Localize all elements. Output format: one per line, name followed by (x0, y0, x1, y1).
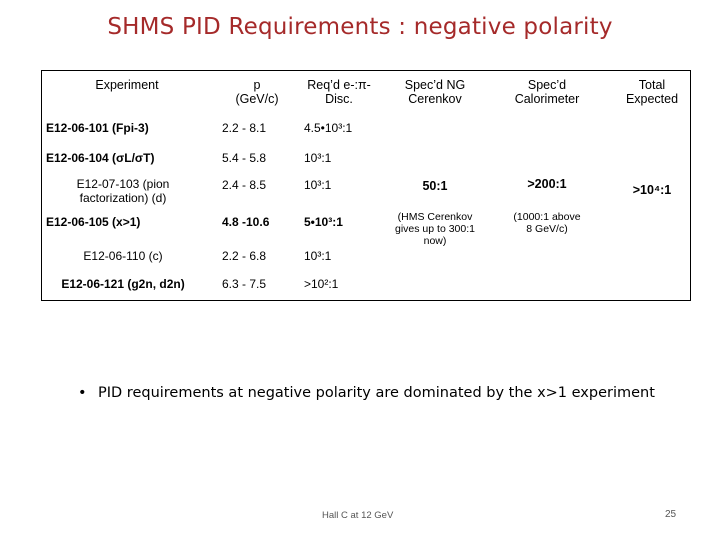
table-row-req: 10³:1 (304, 151, 332, 165)
table-row-p: 2.4 - 8.5 (222, 178, 267, 192)
bullet-icon: • (78, 385, 87, 401)
header-req (294, 78, 384, 106)
experiment-line1: E12-07-103 (pion (76, 177, 170, 191)
header-p-line1: p (253, 78, 261, 92)
table-row-p: 2.2 - 6.8 (222, 249, 267, 263)
header-ng (380, 78, 490, 106)
cal-note-line1: (1000:1 above (513, 211, 581, 223)
ng-note-line2: gives up to 300:1 (395, 223, 475, 235)
table-row-req: 4.5•10³:1 (304, 121, 353, 135)
footer-text: Hall C at 12 GeV (322, 510, 394, 521)
calorimeter-note (492, 211, 602, 235)
table-row-p: 4.8 -10.6 (222, 215, 270, 229)
header-p-line2: (GeV/c) (235, 92, 279, 106)
table-row-req: 10³:1 (304, 249, 332, 263)
header-total-line1: Total (638, 78, 666, 92)
table-row-p: 2.2 - 8.1 (222, 121, 267, 135)
table-row-experiment: E12-06-105 (x>1) (46, 215, 141, 229)
table-row-experiment: E12-06-104 (σL/σT) (46, 151, 155, 165)
header-cal (492, 78, 602, 106)
ng-cerenkov-note (380, 211, 490, 247)
ng-cerenkov-value: 50:1 (422, 179, 448, 193)
header-experiment: Experiment (95, 78, 159, 92)
table-row-experiment (46, 177, 200, 205)
header-cal-line1: Spec’d (527, 78, 567, 92)
table-row-p: 6.3 - 7.5 (222, 277, 267, 291)
ng-note-line3: now) (423, 235, 447, 247)
table-row-req: >10²:1 (304, 277, 339, 291)
header-ng-line1: Spec’d NG (404, 78, 466, 92)
ng-note-line1: (HMS Cerenkov (397, 211, 473, 223)
header-p (217, 78, 297, 106)
cal-note-line2: 8 GeV/c) (526, 223, 568, 235)
pid-table (41, 70, 691, 301)
header-req-line1: Req’d e-:π- (307, 78, 371, 92)
page-number: 25 (665, 509, 677, 520)
bullet-text: PID requirements at negative polarity are dominated by the x>1 experiment (98, 385, 655, 401)
header-ng-line2: Cerenkov (408, 92, 462, 106)
table-row-req: 10³:1 (304, 178, 332, 192)
header-req-line2: Disc. (325, 92, 353, 106)
table-row-req: 5•10³:1 (304, 215, 343, 229)
calorimeter-value: >200:1 (527, 177, 567, 191)
slide-title: SHMS PID Requirements : negative polarity (107, 14, 613, 40)
table-row-experiment: E12-06-101 (Fpi-3) (46, 121, 149, 135)
header-total (597, 78, 707, 106)
experiment-line2: factorization) (d) (79, 191, 167, 205)
table-row-p: 5.4 - 5.8 (222, 151, 267, 165)
header-cal-line2: Calorimeter (514, 92, 580, 106)
table-row-experiment: E12-06-121 (g2n, d2n) (61, 277, 185, 291)
bullet-point (78, 385, 655, 401)
total-expected-value: >10⁴:1 (632, 183, 672, 197)
header-total-line2: Expected (625, 92, 679, 106)
table-row-experiment: E12-06-110 (c) (83, 249, 163, 263)
